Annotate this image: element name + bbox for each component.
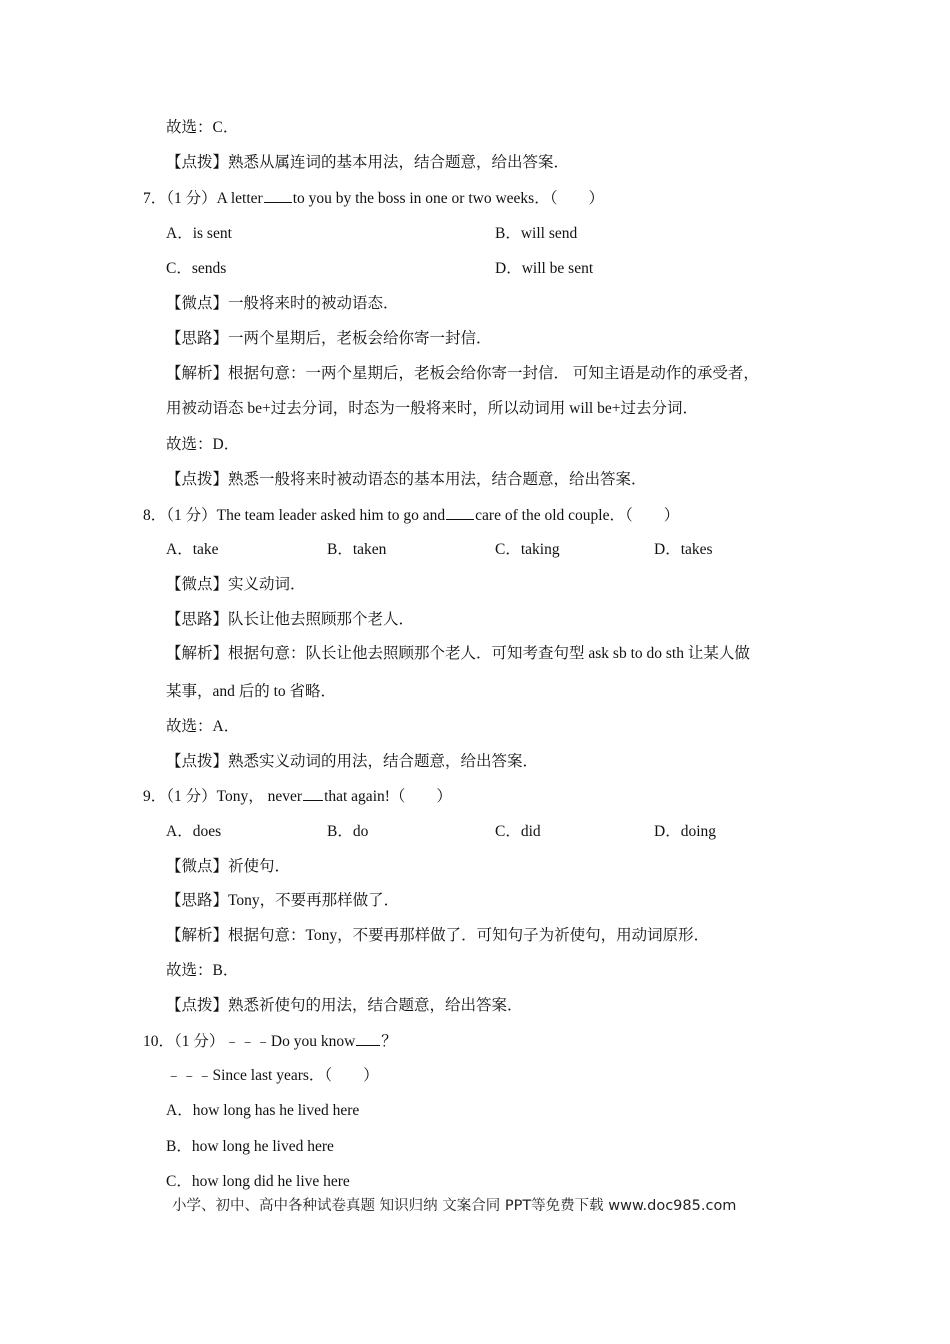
question-9: 9．（1 分）Tony， never that again!（ ） bbox=[143, 788, 452, 805]
answer-blank bbox=[446, 505, 474, 520]
point-line: 【微点】实义动词． bbox=[166, 576, 306, 593]
option-a: A．take bbox=[166, 541, 219, 558]
answer-line: 故选：C． bbox=[166, 119, 239, 136]
tip-line: 【点拨】熟悉一般将来时被动语态的基本用法，结合题意，给出答案． bbox=[166, 471, 647, 488]
option-c: C．how long did he live here bbox=[166, 1173, 350, 1190]
option-d: D．will be sent bbox=[495, 260, 594, 277]
idea-line: 【思路】一两个星期后，老板会给你寄一封信． bbox=[166, 330, 492, 347]
option-d: D．takes bbox=[654, 541, 713, 558]
question-7: 7．（1 分）A letter to you by the boss in one or two weeks．（ ） bbox=[143, 190, 604, 207]
answer-line: 故选：D． bbox=[166, 436, 240, 453]
point-line: 【微点】祈使句． bbox=[166, 858, 291, 875]
option-b: B．taken bbox=[327, 541, 387, 558]
option-c: C．did bbox=[495, 823, 541, 840]
tip-line: 【点拨】熟悉从属连词的基本用法，结合题意，给出答案． bbox=[166, 154, 570, 171]
option-a: A．how long has he lived here bbox=[166, 1102, 360, 1119]
answer-line: 故选：A． bbox=[166, 718, 240, 735]
option-c: C．sends bbox=[166, 260, 227, 277]
question-10-reply: ﹣﹣﹣Since last years．（ ） bbox=[166, 1067, 379, 1084]
analysis-line: 某事，and 后的 to 省略． bbox=[166, 683, 337, 700]
option-b: B．do bbox=[327, 823, 369, 840]
option-a: A．is sent bbox=[166, 225, 232, 242]
footer-banner: 小学、初中、高中各种试卷真题 知识归纳 文案合同 PPT等免费下载 www.doc985.com bbox=[172, 1198, 737, 1214]
answer-blank bbox=[356, 1031, 380, 1046]
tip-line: 【点拨】熟悉祈使句的用法，结合题意，给出答案． bbox=[166, 997, 523, 1014]
answer-line: 故选：B． bbox=[166, 962, 239, 979]
point-line: 【微点】一般将来时的被动语态． bbox=[166, 295, 399, 312]
option-b: B．how long he lived here bbox=[166, 1138, 334, 1155]
analysis-line: 【解析】根据句意：Tony，不要再那样做了．可知句子为祈使句，用动词原形． bbox=[166, 927, 710, 944]
option-d: D．doing bbox=[654, 823, 717, 840]
answer-blank bbox=[264, 188, 292, 203]
option-a: A．does bbox=[166, 823, 222, 840]
analysis-line: 【解析】根据句意：队长让他去照顾那个老人．可知考查句型 ask sb to do sth 让某人做 bbox=[166, 645, 750, 662]
answer-blank bbox=[303, 786, 323, 801]
idea-line: 【思路】队长让他去照顾那个老人． bbox=[166, 611, 415, 628]
analysis-line: 【解析】根据句意：一两个星期后，老板会给你寄一封信． 可知主语是动作的承受者， bbox=[166, 365, 759, 382]
tip-line: 【点拨】熟悉实义动词的用法，结合题意，给出答案． bbox=[166, 753, 539, 770]
idea-line: 【思路】Tony，不要再那样做了． bbox=[166, 892, 400, 909]
analysis-line: 用被动语态 be+过去分词，时态为一般将来时，所以动词用 will be+过去分词． bbox=[166, 400, 698, 417]
question-8: 8．（1 分）The team leader asked him to go and care of the old couple．（ ） bbox=[143, 507, 680, 524]
question-10: 10．（1 分）﹣﹣﹣Do you know ？ bbox=[143, 1033, 397, 1050]
option-b: B．will send bbox=[495, 225, 578, 242]
option-c: C．taking bbox=[495, 541, 560, 558]
